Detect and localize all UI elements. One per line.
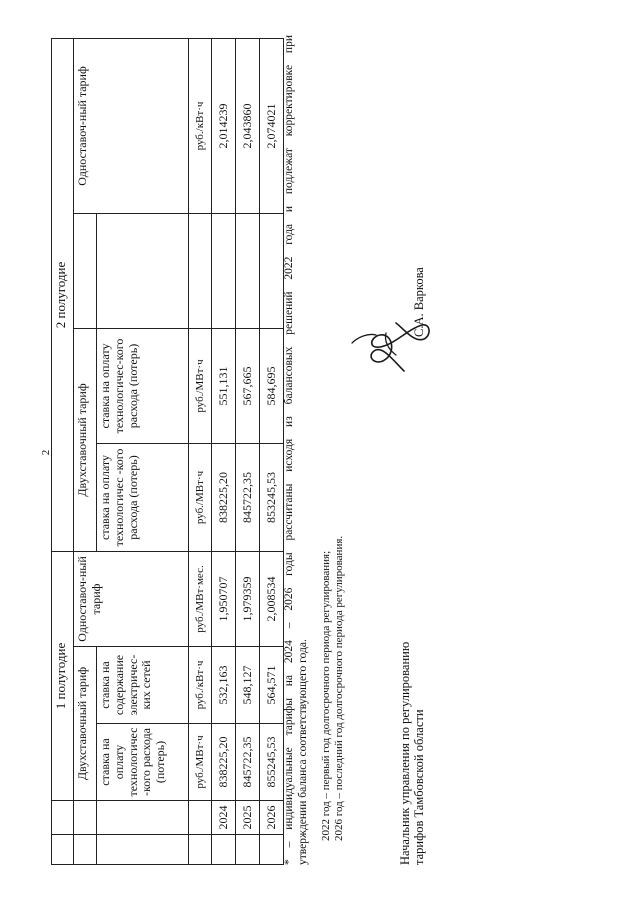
empty-cell	[236, 835, 260, 865]
table-row	[260, 39, 284, 865]
unit-cell: руб./МВт·ч	[189, 724, 212, 801]
h2-rate-a-header: ставка на оплату технологичес -кого расхода (потерь)	[97, 444, 189, 552]
value-cell: 845722,35	[236, 444, 260, 552]
h1-two-part-header: Двухставочный тариф	[74, 647, 97, 801]
value-cell: 584,695	[260, 329, 284, 444]
value-cell: 564,571	[260, 647, 284, 724]
period-1-header: 1 полугодие	[52, 552, 74, 801]
signer-title-line-1: Начальник управления по регулированию	[398, 641, 412, 865]
group-header-row	[74, 39, 97, 865]
empty-cell	[97, 835, 189, 865]
value-cell: 1,979359	[236, 552, 260, 647]
empty-cell	[74, 801, 97, 835]
empty-cell	[74, 214, 97, 329]
h2-one-part-header: Одноставоч-ный тариф	[74, 39, 189, 214]
value-cell: 2,014239	[212, 39, 236, 214]
page-number: 2	[40, 449, 52, 456]
note-last-year: 2026 год – последний год долгосрочного периода регулирования.	[333, 535, 345, 841]
empty-cell	[97, 801, 189, 835]
empty-cell	[52, 801, 74, 835]
table-row	[212, 39, 236, 865]
h2-rate-b-header: ставка на оплату технологичес-кого расхода (потерь)	[97, 329, 189, 444]
footnote-block	[282, 35, 346, 865]
h1-rate-maint-header: ставка на содержание электричес-ких сетей	[97, 647, 189, 724]
footnote-line-1: * – индивидуальные тарифы на 2024 – 2026 годы рассчитаны исходя из балансовых решений 2022 года и подлежат корректировке при	[283, 35, 295, 865]
empty-cell	[212, 835, 236, 865]
empty-cell	[189, 835, 212, 865]
value-cell: 2,043860	[236, 39, 260, 214]
value-cell: 532,163	[212, 647, 236, 724]
h2-two-part-header: Двухставочный тариф	[74, 329, 97, 552]
value-cell: 567,665	[236, 329, 260, 444]
period-2-header: 2 полугодие	[52, 39, 74, 552]
unit-cell: руб./кВт·ч	[189, 647, 212, 724]
value-cell: 838225,20	[212, 724, 236, 801]
empty-cell	[212, 214, 236, 329]
empty-cell	[74, 835, 97, 865]
empty-cell	[260, 835, 284, 865]
empty-cell	[97, 214, 189, 329]
unit-cell: руб./МВт·мес.	[189, 552, 212, 647]
value-cell: 2,074021	[260, 39, 284, 214]
year-cell: 2026	[260, 801, 284, 835]
table-row	[236, 39, 260, 865]
empty-cell	[236, 214, 260, 329]
unit-cell: руб./кВт·ч	[189, 39, 212, 214]
year-cell: 2024	[212, 801, 236, 835]
value-cell: 845722,35	[236, 724, 260, 801]
signer-name: С.А. Варкова	[412, 267, 426, 337]
signer-title	[398, 565, 426, 865]
unit-cell: руб./МВт·ч	[189, 329, 212, 444]
value-cell: 548,127	[236, 647, 260, 724]
handwritten-signature	[334, 313, 454, 385]
h1-rate-loss-header: ставка на оплату технологичес -кого расхода (потерь)	[97, 724, 189, 801]
tariff-table	[51, 38, 284, 865]
value-cell: 838225,20	[212, 444, 236, 552]
signature-block	[398, 35, 458, 865]
empty-cell	[189, 801, 212, 835]
empty-cell	[52, 835, 74, 865]
unit-cell: руб./МВт·ч	[189, 444, 212, 552]
signer-title-line-2: тарифов Тамбовской области	[412, 709, 426, 865]
value-cell: 1,950707	[212, 552, 236, 647]
units-row	[189, 39, 212, 865]
value-cell: 853245,53	[260, 444, 284, 552]
empty-cell	[189, 214, 212, 329]
note-first-year: 2022 год – первый год долгосрочного периода регулирования;	[320, 550, 332, 841]
h1-one-part-header: Одноставоч-ный тариф	[74, 552, 189, 647]
period-header-row	[52, 39, 74, 865]
period-notes	[320, 35, 346, 841]
value-cell: 855245,53	[260, 724, 284, 801]
empty-cell	[260, 214, 284, 329]
year-cell: 2025	[236, 801, 260, 835]
footnote-line-2: утверждении баланса соответствующего года.	[297, 639, 309, 865]
value-cell: 551,131	[212, 329, 236, 444]
value-cell: 2,008534	[260, 552, 284, 647]
